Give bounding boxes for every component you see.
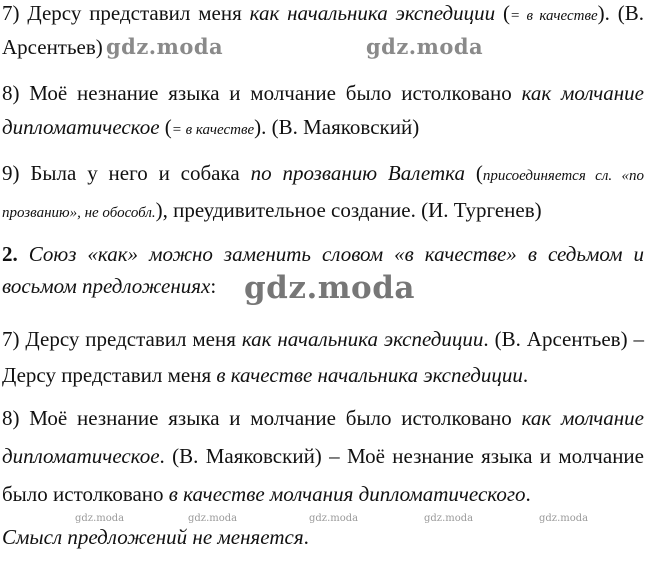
watermark-small-4: gdz.moda <box>424 513 474 524</box>
text: Арсентьев) <box>2 35 103 59</box>
answer-8-line-3 <box>2 481 644 508</box>
watermark-small-3: gdz.moda <box>309 513 359 524</box>
answer-8-line-1 <box>2 405 644 432</box>
answer-8-line-2 <box>2 443 644 470</box>
example-8-line-2 <box>2 114 644 144</box>
italic-text: Союз «как» можно заменить словом «в качестве» в седьмом и <box>17 242 644 266</box>
watermark-1: gdz.moda <box>106 34 224 59</box>
example-9-line-2 <box>2 197 644 227</box>
text: Дерсу представил меня <box>2 363 217 387</box>
italic-text: Смысл предложений не меняется <box>2 525 304 549</box>
text: . (В. Арсентьев) – <box>483 327 644 351</box>
text: было истолковано <box>2 482 169 506</box>
text: ), преудивительное создание. (И. Тургенев) <box>155 198 542 222</box>
italic-text: как начальника экспедиции <box>241 327 484 351</box>
conclusion-line <box>2 524 644 551</box>
text: 9) Была у него и собака <box>2 161 251 185</box>
answer-7-line-1 <box>2 326 644 353</box>
note-text: прозванию», не обособл. <box>2 205 156 221</box>
text: . <box>303 525 309 549</box>
italic-text: дипломатическое <box>2 444 160 468</box>
watermark-small-1: gdz.moda <box>75 513 125 524</box>
italic-text: дипломатическое <box>2 115 160 139</box>
watermark-small-5: gdz.moda <box>539 513 589 524</box>
italic-text: как молчание <box>521 406 644 430</box>
example-7-line-1 <box>2 0 644 30</box>
note-text: присоединяется сл. «по <box>482 168 644 184</box>
text: . (В. Маяковский) – Моё незнание языка и молчание <box>159 444 644 468</box>
note-text: = в качестве <box>171 122 255 138</box>
text: . <box>522 363 529 387</box>
example-9-line-1 <box>2 160 644 190</box>
italic-text: восьмом предложениях <box>2 274 211 298</box>
task-number: 2. <box>2 242 18 266</box>
text: ). (В. Маяковский) <box>254 115 420 139</box>
italic-text: в качестве молчания дипломатического <box>168 482 526 506</box>
text: ( <box>464 161 483 185</box>
italic-text: по прозванию Валетка <box>250 161 465 185</box>
italic-text: как начальника экспедиции <box>249 1 496 25</box>
text: 7) Дерсу представил меня <box>2 1 250 25</box>
example-8-line-1 <box>2 80 644 107</box>
watermark-3: gdz.moda <box>244 270 415 306</box>
note-text: = в качестве <box>510 8 598 24</box>
watermark-small-2: gdz.moda <box>188 513 238 524</box>
text: ). (В. <box>597 1 644 25</box>
example-7-line-2 <box>2 34 644 61</box>
answer-7-line-2 <box>2 362 644 389</box>
italic-text: как молчание <box>521 81 644 105</box>
watermark-2: gdz.moda <box>366 34 484 59</box>
text: 7) Дерсу представил меня <box>2 327 242 351</box>
text: 8) Моё незнание языка и молчание было истолковано <box>2 81 522 105</box>
text: ( <box>159 115 172 139</box>
task-2-line-1 <box>2 241 644 268</box>
text: 8) Моё незнание языка и молчание было истолковано <box>2 406 522 430</box>
text: . <box>525 482 531 506</box>
text: : <box>210 274 217 298</box>
italic-text: в качестве начальника экспедиции <box>216 363 523 387</box>
text: ( <box>495 1 511 25</box>
